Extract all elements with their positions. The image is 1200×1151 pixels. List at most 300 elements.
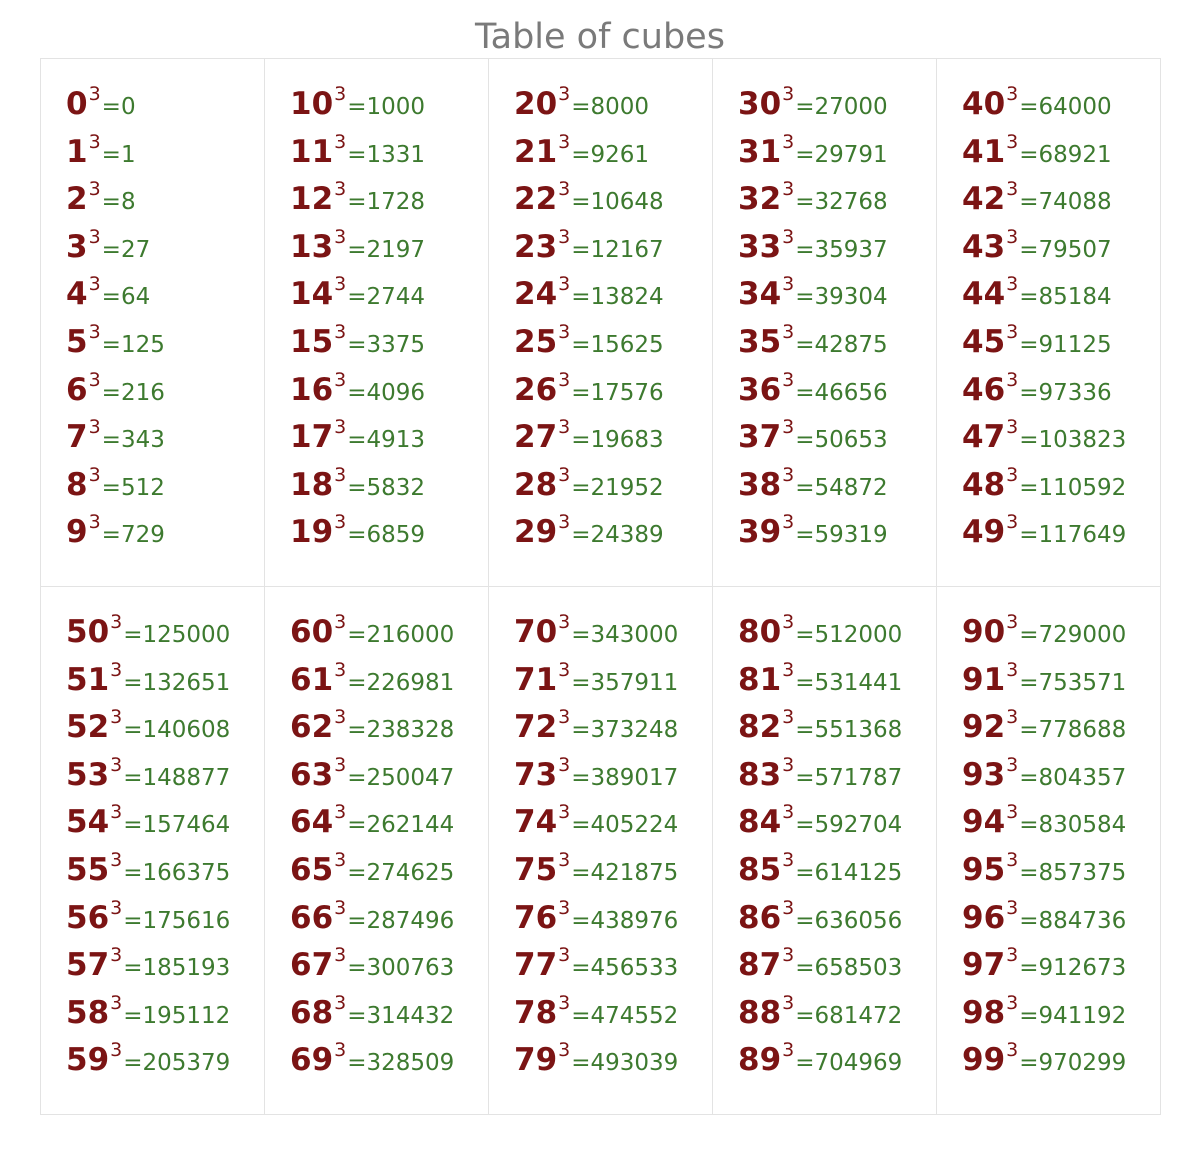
cube-entry: [962, 944, 1160, 995]
cube-result: =64000: [1019, 94, 1112, 120]
cube-exponent: 3: [334, 801, 347, 824]
cube-entry: [738, 511, 936, 562]
cube-result: =35937: [795, 236, 888, 263]
cube-exponent: 3: [110, 991, 123, 1014]
cube-base: 84: [738, 804, 782, 841]
cube-exponent: 3: [782, 944, 795, 967]
cube-result: =125000: [123, 622, 231, 648]
cube-base: 31: [738, 133, 782, 170]
cube-result: =15625: [571, 331, 664, 358]
cube-base: 60: [290, 614, 334, 650]
cube-exponent: 3: [558, 511, 571, 534]
cube-exponent: 3: [110, 1039, 123, 1062]
cube-entry: [66, 178, 264, 229]
cube-result: =8000: [571, 94, 650, 120]
cube-base: 23: [514, 228, 558, 265]
cube-exponent: 3: [1006, 130, 1019, 153]
cube-exponent: 3: [558, 178, 571, 201]
cube-result: =216: [101, 379, 165, 406]
cube-base: 33: [738, 228, 782, 265]
cube-entry: [66, 130, 264, 182]
cube-exponent: 3: [558, 320, 571, 343]
cube-exponent: 3: [558, 944, 571, 967]
cube-result: =912673: [1019, 955, 1127, 982]
cube-base: 86: [738, 899, 782, 936]
cube-base: 99: [962, 1042, 1006, 1079]
cube-exponent: 3: [110, 611, 123, 633]
cube-entry: [514, 848, 712, 900]
cube-base: 77: [514, 947, 558, 984]
cube-list: [41, 59, 264, 562]
cube-exponent: 3: [88, 225, 101, 248]
cube-entry: [514, 83, 712, 134]
cube-base: 1: [66, 133, 88, 170]
cube-base: 55: [66, 851, 110, 888]
cube-result: =343: [101, 427, 165, 454]
cube-base: 17: [290, 419, 334, 456]
cube-base: 38: [738, 466, 782, 503]
cube-exponent: 3: [1006, 611, 1019, 633]
cube-result: =456533: [571, 955, 679, 982]
cube-result: =226981: [347, 669, 455, 696]
cube-result: =681472: [795, 1002, 903, 1029]
cube-result: =195112: [123, 1002, 231, 1029]
cube-result: =474552: [571, 1002, 679, 1029]
cube-result: =42875: [795, 331, 888, 358]
cube-result: =729: [101, 522, 165, 549]
cube-result: =614125: [795, 859, 903, 886]
cube-result: =1728: [347, 189, 426, 216]
cube-result: =19683: [571, 427, 664, 454]
cube-base: 74: [514, 804, 558, 841]
cube-base: 11: [290, 133, 334, 170]
cube-result: =64: [101, 284, 151, 311]
cubes-table: [40, 58, 1161, 1115]
cube-entry: [514, 706, 712, 757]
cube-base: 66: [290, 899, 334, 936]
cube-exponent: 3: [334, 944, 347, 967]
cube-exponent: 3: [782, 991, 795, 1014]
cube-result: =157464: [123, 812, 231, 839]
cube-exponent: 3: [1006, 225, 1019, 248]
cube-base: 44: [962, 276, 1006, 313]
table-cell: [265, 587, 489, 1115]
cube-exponent: 3: [1006, 178, 1019, 201]
cube-entry: [290, 706, 488, 757]
cube-base: 0: [66, 86, 88, 122]
cube-base: 65: [290, 851, 334, 888]
cube-result: =27000: [795, 94, 888, 120]
cube-result: =4913: [347, 427, 426, 454]
cube-result: =357911: [571, 669, 679, 696]
cube-exponent: 3: [334, 83, 347, 105]
cube-base: 7: [66, 419, 88, 456]
cube-entry: [962, 368, 1160, 420]
cube-base: 63: [290, 756, 334, 793]
cube-base: 40: [962, 86, 1006, 122]
cube-base: 95: [962, 851, 1006, 888]
cube-exponent: 3: [782, 273, 795, 296]
cube-exponent: 3: [334, 130, 347, 153]
cube-result: =24389: [571, 522, 664, 549]
cube-result: =328509: [347, 1050, 455, 1077]
cube-entry: [514, 1039, 712, 1090]
table-cell: [937, 59, 1161, 587]
cube-base: 49: [962, 514, 1006, 551]
table-row: [41, 587, 1161, 1115]
cubes-table-body: [41, 59, 1161, 1115]
cube-exponent: 3: [1006, 463, 1019, 486]
cube-base: 70: [514, 614, 558, 650]
cube-exponent: 3: [88, 178, 101, 201]
cube-result: =405224: [571, 812, 679, 839]
cube-exponent: 3: [334, 991, 347, 1014]
cube-base: 90: [962, 614, 1006, 650]
cube-result: =274625: [347, 859, 455, 886]
cube-exponent: 3: [1006, 416, 1019, 439]
cube-entry: [738, 896, 936, 948]
cube-result: =125: [101, 331, 165, 358]
cube-result: =13824: [571, 284, 664, 311]
cube-exponent: 3: [782, 368, 795, 391]
cube-entry: [66, 511, 264, 562]
cube-exponent: 3: [1006, 83, 1019, 105]
cube-entry: [514, 611, 712, 662]
cube-exponent: 3: [88, 273, 101, 296]
cube-entry: [962, 658, 1160, 710]
cube-base: 78: [514, 994, 558, 1031]
cube-list: [265, 59, 488, 562]
cube-result: =103823: [1019, 427, 1127, 454]
cube-exponent: 3: [334, 706, 347, 729]
cube-entry: [514, 225, 712, 277]
cube-result: =571787: [795, 764, 903, 791]
cube-result: =493039: [571, 1050, 679, 1077]
cube-base: 58: [66, 994, 110, 1031]
cube-entry: [738, 463, 936, 515]
cube-exponent: 3: [558, 706, 571, 729]
cube-result: =50653: [795, 427, 888, 454]
cube-result: =216000: [347, 622, 455, 648]
cube-entry: [962, 178, 1160, 229]
cube-base: 53: [66, 756, 110, 793]
cube-result: =17576: [571, 379, 664, 406]
cube-result: =238328: [347, 717, 455, 744]
cube-base: 83: [738, 756, 782, 793]
cube-result: =1: [101, 141, 136, 168]
cube-exponent: 3: [558, 130, 571, 153]
cube-exponent: 3: [782, 225, 795, 248]
cube-result: =287496: [347, 907, 455, 934]
cube-base: 87: [738, 947, 782, 984]
cube-entry: [738, 706, 936, 757]
cube-result: =753571: [1019, 669, 1127, 696]
cube-entry: [290, 83, 488, 134]
cube-exponent: 3: [558, 368, 571, 391]
cube-result: =85184: [1019, 284, 1112, 311]
cube-base: 69: [290, 1042, 334, 1079]
cube-list: [265, 587, 488, 1090]
cube-entry: [514, 463, 712, 515]
cube-entry: [738, 753, 936, 805]
cube-base: 8: [66, 466, 88, 503]
cube-exponent: 3: [782, 706, 795, 729]
cube-exponent: 3: [88, 368, 101, 391]
cube-entry: [962, 706, 1160, 757]
cube-result: =2197: [347, 236, 426, 263]
cube-exponent: 3: [1006, 944, 1019, 967]
cube-entry: [738, 178, 936, 229]
cube-entry: [514, 896, 712, 948]
cube-entry: [514, 511, 712, 562]
cube-entry: [514, 801, 712, 852]
cube-entry: [738, 320, 936, 372]
cube-result: =97336: [1019, 379, 1112, 406]
cube-exponent: 3: [1006, 753, 1019, 776]
cube-base: 51: [66, 661, 110, 698]
cube-entry: [290, 658, 488, 710]
cube-entry: [962, 753, 1160, 805]
cube-base: 92: [962, 709, 1006, 746]
cube-entry: [738, 944, 936, 995]
cube-exponent: 3: [334, 1039, 347, 1062]
cube-base: 48: [962, 466, 1006, 503]
cube-base: 46: [962, 371, 1006, 408]
cube-exponent: 3: [334, 611, 347, 633]
cube-base: 85: [738, 851, 782, 888]
cube-result: =32768: [795, 189, 888, 216]
cube-list: [41, 587, 264, 1090]
cube-entry: [290, 511, 488, 562]
cube-result: =884736: [1019, 907, 1127, 934]
cube-exponent: 3: [88, 416, 101, 439]
cube-base: 81: [738, 661, 782, 698]
cube-result: =39304: [795, 284, 888, 311]
cube-result: =658503: [795, 955, 903, 982]
cube-result: =117649: [1019, 522, 1127, 549]
cube-base: 12: [290, 181, 334, 218]
cube-result: =175616: [123, 907, 231, 934]
cube-exponent: 3: [782, 848, 795, 871]
cube-result: =941192: [1019, 1002, 1127, 1029]
cube-base: 68: [290, 994, 334, 1031]
cube-entry: [66, 320, 264, 372]
cube-entry: [962, 463, 1160, 515]
cube-base: 39: [738, 514, 782, 551]
cube-exponent: 3: [782, 130, 795, 153]
cube-entry: [290, 178, 488, 229]
cube-entry: [290, 896, 488, 948]
cube-exponent: 3: [558, 991, 571, 1014]
cube-base: 29: [514, 514, 558, 551]
cube-entry: [66, 83, 264, 134]
cube-result: =250047: [347, 764, 455, 791]
cube-result: =8: [101, 189, 136, 216]
cube-entry: [962, 991, 1160, 1043]
cube-base: 20: [514, 86, 558, 122]
cube-result: =778688: [1019, 717, 1127, 744]
cube-base: 13: [290, 228, 334, 265]
cube-exponent: 3: [558, 658, 571, 681]
cube-result: =421875: [571, 859, 679, 886]
cube-result: =185193: [123, 955, 231, 982]
cube-entry: [962, 225, 1160, 277]
cube-entry: [66, 706, 264, 757]
cube-entry: [738, 991, 936, 1043]
cube-entry: [290, 991, 488, 1043]
cube-result: =373248: [571, 717, 679, 744]
cube-result: =6859: [347, 522, 426, 549]
page-title: Table of cubes: [475, 17, 725, 57]
cube-exponent: 3: [782, 611, 795, 633]
cube-exponent: 3: [1006, 1039, 1019, 1062]
cube-exponent: 3: [110, 896, 123, 919]
cube-entry: [962, 848, 1160, 900]
cube-base: 98: [962, 994, 1006, 1031]
cube-base: 15: [290, 323, 334, 360]
cube-list: [713, 587, 936, 1090]
cube-result: =10648: [571, 189, 664, 216]
cube-entry: [514, 753, 712, 805]
cube-entry: [66, 658, 264, 710]
cube-entry: [290, 611, 488, 662]
cube-exponent: 3: [782, 753, 795, 776]
cube-entry: [738, 658, 936, 710]
cube-base: 73: [514, 756, 558, 793]
cube-exponent: 3: [558, 848, 571, 871]
cube-base: 42: [962, 181, 1006, 218]
cube-exponent: 3: [1006, 658, 1019, 681]
cube-result: =4096: [347, 379, 426, 406]
cube-base: 89: [738, 1042, 782, 1079]
cube-result: =9261: [571, 141, 650, 168]
cube-entry: [738, 83, 936, 134]
cube-exponent: 3: [88, 511, 101, 534]
cube-entry: [514, 178, 712, 229]
cube-result: =704969: [795, 1050, 903, 1077]
cube-list: [937, 59, 1160, 562]
cube-result: =729000: [1019, 622, 1127, 648]
cube-entry: [514, 368, 712, 420]
cube-exponent: 3: [558, 1039, 571, 1062]
cube-exponent: 3: [334, 848, 347, 871]
cube-entry: [962, 896, 1160, 948]
cube-base: 3: [66, 228, 88, 265]
cube-entry: [290, 320, 488, 372]
cube-base: 32: [738, 181, 782, 218]
cube-base: 30: [738, 86, 782, 122]
cube-base: 45: [962, 323, 1006, 360]
cube-exponent: 3: [782, 416, 795, 439]
cube-base: 16: [290, 371, 334, 408]
cube-exponent: 3: [1006, 848, 1019, 871]
cube-entry: [290, 225, 488, 277]
cube-base: 72: [514, 709, 558, 746]
cube-exponent: 3: [1006, 991, 1019, 1014]
cube-exponent: 3: [558, 416, 571, 439]
cube-result: =1331: [347, 141, 426, 168]
cube-base: 59: [66, 1042, 110, 1079]
cube-base: 6: [66, 371, 88, 408]
cube-exponent: 3: [782, 320, 795, 343]
cube-base: 82: [738, 709, 782, 746]
cube-exponent: 3: [558, 463, 571, 486]
cube-exponent: 3: [334, 273, 347, 296]
cube-entry: [66, 225, 264, 277]
cube-result: =804357: [1019, 764, 1127, 791]
cube-entry: [290, 368, 488, 420]
cube-result: =262144: [347, 812, 455, 839]
cube-exponent: 3: [1006, 273, 1019, 296]
cube-exponent: 3: [110, 944, 123, 967]
cube-exponent: 3: [110, 658, 123, 681]
cube-base: 61: [290, 661, 334, 698]
cube-exponent: 3: [334, 416, 347, 439]
cube-exponent: 3: [334, 896, 347, 919]
cube-exponent: 3: [558, 273, 571, 296]
cube-list: [713, 59, 936, 562]
cube-result: =79507: [1019, 236, 1112, 263]
cube-base: 24: [514, 276, 558, 313]
cube-base: 35: [738, 323, 782, 360]
cube-result: =389017: [571, 764, 679, 791]
cube-entry: [66, 463, 264, 515]
cube-base: 27: [514, 419, 558, 456]
table-cell: [937, 587, 1161, 1115]
cube-exponent: 3: [1006, 706, 1019, 729]
cube-list: [489, 59, 712, 562]
cube-result: =512000: [795, 622, 903, 648]
cube-result: =68921: [1019, 141, 1112, 168]
cube-entry: [66, 991, 264, 1043]
cube-base: 9: [66, 514, 88, 551]
cube-exponent: 3: [334, 320, 347, 343]
cube-entry: [962, 320, 1160, 372]
cube-base: 14: [290, 276, 334, 313]
cube-entry: [962, 416, 1160, 467]
cube-entry: [738, 848, 936, 900]
cube-base: 4: [66, 276, 88, 313]
cube-base: 56: [66, 899, 110, 936]
cube-result: =438976: [571, 907, 679, 934]
cube-base: 50: [66, 614, 110, 650]
cube-entry: [962, 273, 1160, 324]
table-cell: [489, 587, 713, 1115]
cube-base: 10: [290, 86, 334, 122]
cube-exponent: 3: [110, 801, 123, 824]
table-cell: [713, 59, 937, 587]
cube-exponent: 3: [88, 463, 101, 486]
cube-base: 76: [514, 899, 558, 936]
cube-exponent: 3: [782, 896, 795, 919]
cube-base: 47: [962, 419, 1006, 456]
cube-entry: [66, 611, 264, 662]
cube-result: =0: [101, 94, 136, 120]
cube-entry: [962, 611, 1160, 662]
cube-entry: [738, 1039, 936, 1090]
cube-entry: [514, 991, 712, 1043]
cube-base: 2: [66, 181, 88, 218]
cube-result: =74088: [1019, 189, 1112, 216]
cube-entry: [66, 753, 264, 805]
table-cell: [713, 587, 937, 1115]
cube-base: 57: [66, 947, 110, 984]
cube-entry: [962, 511, 1160, 562]
table-cell: [41, 59, 265, 587]
cube-result: =166375: [123, 859, 231, 886]
cube-exponent: 3: [110, 753, 123, 776]
cube-entry: [738, 801, 936, 852]
